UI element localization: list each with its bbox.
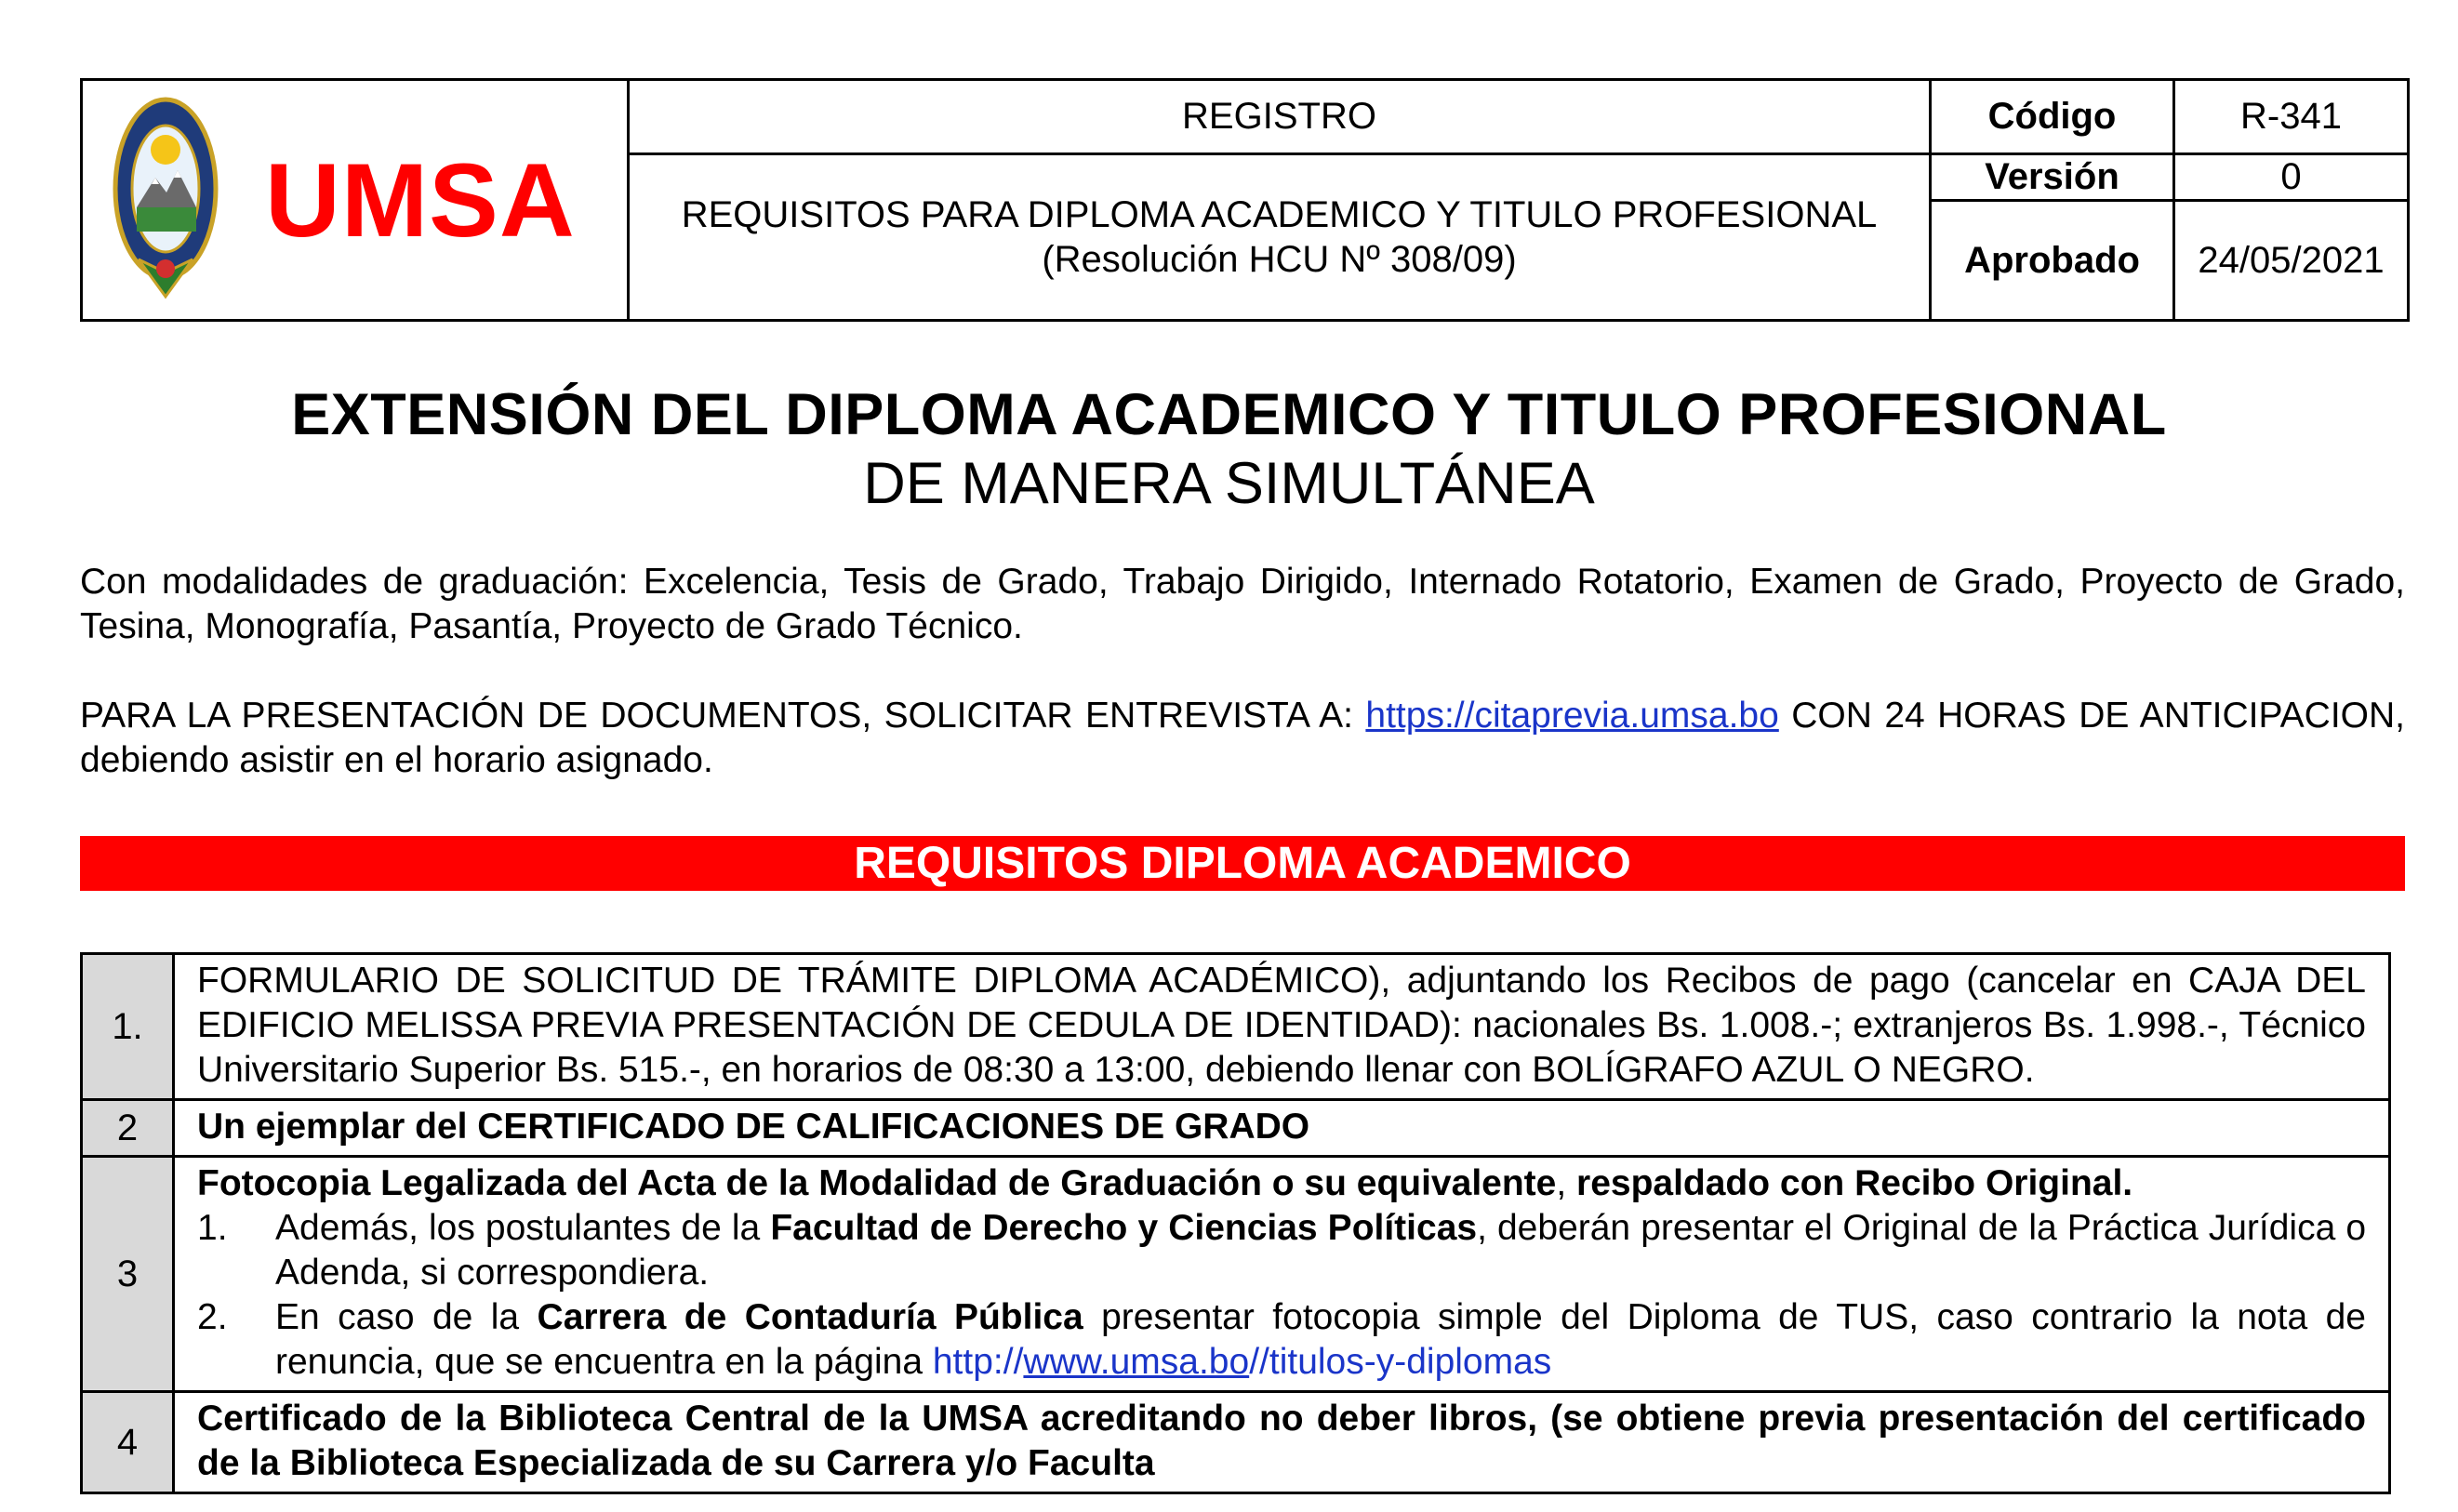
umsa-link-scheme[interactable]: http://: [932, 1342, 1024, 1382]
aprobado-value: 24/05/2021: [2198, 239, 2385, 281]
sub-item-text: [275, 1295, 2366, 1385]
umsa-wordmark: UMSA: [265, 141, 576, 259]
appointment-text: PARA LA PRESENTACIÓN DE DOCUMENTOS, SOLICITAR ENTREVISTA A:: [80, 696, 1353, 736]
requirement-text: FORMULARIO DE SOLICITUD DE TRÁMITE DIPLOMA ACADÉMICO), adjuntando los Recibos de pago (cancelar en CAJA DEL EDIFICIO MELISSA PREVIA PRESENTACIÓN DE CEDULA DE IDENTIDAD): nacionales Bs. 1.008.-; extranjeros Bs. 1.998.-, Técnico Universitario Superior Bs. 515.-, en horarios de 08:30 a 13:00, debiendo llenar con BOLÍGRAFO AZUL O NEGRO.: [197, 961, 2366, 1090]
requirement-lead-bold-2: respaldado con Recibo Original.: [1576, 1163, 2133, 1203]
sub-item-pre: En caso de la: [275, 1297, 538, 1337]
page-subtitle: DE MANERA SIMULTÁNEA: [863, 451, 1595, 516]
requirement-text: Certificado de la Biblioteca Central de la UMSA acreditando no deber libros, (se obtiene previa presentación del certificado de la Biblioteca Especializada de su Carrera y/o Faculta: [197, 1399, 2366, 1483]
university-seal-icon: [111, 96, 220, 304]
requirement-row: [83, 1393, 2388, 1494]
sub-item: [197, 1206, 2366, 1295]
sub-item: [197, 1295, 2366, 1385]
header-meta-cell: [1932, 81, 2407, 319]
appointment-paragraph: [80, 694, 2405, 783]
requirement-number: 2: [83, 1101, 175, 1155]
sub-item-text: [275, 1206, 2366, 1295]
sub-item-number: 1.: [197, 1208, 228, 1248]
document-resolution: (Resolución HCU Nº 308/09): [1042, 239, 1517, 280]
requirement-row: [83, 955, 2388, 1101]
umsa-link-path[interactable]: //titulos-y-diplomas: [1249, 1342, 1552, 1382]
version-value: 0: [2280, 156, 2302, 197]
document-header: [80, 78, 2410, 322]
requirement-number: 4: [83, 1393, 175, 1492]
umsa-link[interactable]: [933, 1342, 1551, 1382]
requirement-number: 3: [83, 1158, 175, 1390]
version-label: Versión: [1932, 155, 2175, 199]
sub-item-bold: Facultad de Derecho y Ciencias Políticas: [770, 1208, 1478, 1248]
codigo-label: Código: [1932, 81, 2175, 153]
logo-cell: [83, 81, 630, 319]
sub-item-post: presentar fotocopia simple del Diploma de TUS, caso contrario la nota de renuncia, que se encuentra en la página: [275, 1297, 2366, 1382]
codigo-row: [1932, 81, 2407, 155]
aprobado-row: [1932, 202, 2407, 319]
requirement-lead: [197, 1161, 2366, 1206]
aprobado-label: Aprobado: [1932, 202, 2175, 319]
modalities-paragraph: Con modalidades de graduación: Excelencia, Tesis de Grado, Trabajo Dirigido, Internado Rotatorio, Examen de Grado, Proyecto de Grado, Tesina, Monografía, Pasantía, Proyecto de Grado Técnico.: [80, 562, 2405, 646]
document-title: REQUISITOS PARA DIPLOMA ACADEMICO Y TITULO PROFESIONAL: [681, 194, 1878, 235]
requirement-row: [83, 1158, 2388, 1393]
page-title: EXTENSIÓN DEL DIPLOMA ACADEMICO Y TITULO PROFESIONAL: [291, 382, 2167, 447]
sub-item-number: 2.: [197, 1297, 228, 1337]
requirements-table: [80, 952, 2391, 1494]
requirement-lead-bold: Fotocopia Legalizada del Acta de la Modalidad de Graduación o su equivalente: [197, 1163, 1557, 1203]
sub-item-bold: Carrera de Contaduría Pública: [537, 1297, 1083, 1337]
appointment-note: , debiendo asistir en el horario asignado.: [80, 696, 2405, 780]
registro-label: REGISTRO: [630, 81, 1929, 155]
header-title-cell: [630, 81, 1932, 319]
requirement-text: [175, 1158, 2388, 1390]
appointment-notice: CON 24 HORAS DE ANTICIPACION: [1791, 696, 2396, 736]
requirement-row: [83, 1101, 2388, 1158]
requirement-lead-sep: ,: [1556, 1163, 1577, 1203]
sub-item-pre: Además, los postulantes de la: [275, 1208, 771, 1248]
document-title-block: [630, 155, 1929, 319]
citaprevia-link[interactable]: https://citaprevia.umsa.bo: [1365, 696, 1779, 736]
requirement-text: Un ejemplar del CERTIFICADO DE CALIFICACIONES DE GRADO: [197, 1107, 1310, 1147]
sub-item-post: , deberán presentar el Original de la Práctica Jurídica o Adenda, si correspondiera.: [275, 1208, 2367, 1293]
version-row: [1932, 155, 2407, 202]
section-title: REQUISITOS DIPLOMA ACADEMICO: [80, 836, 2405, 891]
codigo-value: R-341: [2240, 96, 2342, 137]
requirement-number: 1.: [83, 955, 175, 1098]
umsa-link-host[interactable]: www.umsa.bo: [1023, 1342, 1250, 1382]
